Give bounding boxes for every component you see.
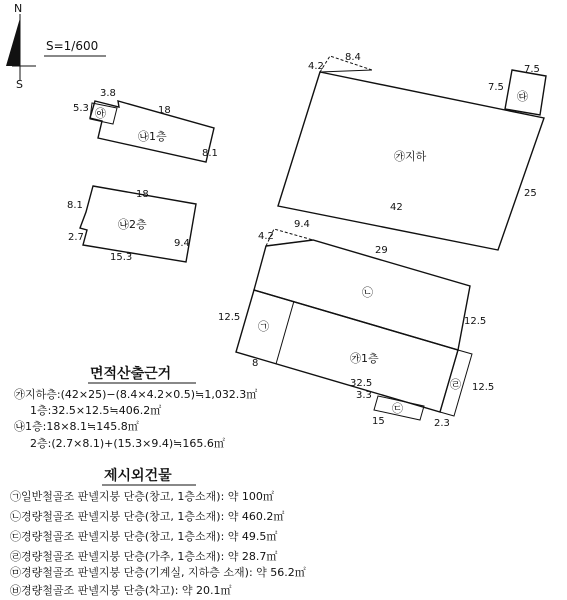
calc-line-2: 1층:32.5×12.5≒406.2㎡ [30, 404, 162, 417]
calc-line-3: ㉯1층:18×8.1≒145.8㎡ [14, 420, 139, 433]
dim-1f-g: 32.5 [350, 378, 373, 389]
dim-ga-d: 25 [524, 188, 537, 199]
building-ga-1f [236, 229, 472, 420]
extra-item-6: ㉥경량철골조 판넬지붕 단층(차고): 약 20.1㎡ [10, 584, 232, 597]
dim-na2-c: 2.7 [68, 232, 84, 243]
label-ma: ㉰ [517, 90, 528, 103]
dim-1f-b: 9.4 [294, 219, 310, 230]
dim-ga-a: 4.2 [308, 61, 324, 72]
label-nieun: ㉡ [362, 286, 373, 299]
dim-1f-f: 8 [252, 358, 259, 369]
dim-ma-b: 7.5 [488, 82, 504, 93]
dim-na1-d: 8.1 [202, 148, 218, 159]
dim-ga-c: 42 [390, 202, 403, 213]
dim-na2-b: 8.1 [67, 200, 83, 211]
label-na-2f: ㉯2층 [118, 218, 147, 231]
label-ga-1f: ㉮1층 [350, 352, 379, 365]
dim-1f-i: 15 [372, 416, 385, 427]
extra-item-4: ㉣경량철골조 판넬지붕 단층(가추, 1층소재): 약 28.7㎡ [10, 550, 278, 563]
dim-1f-e: 12.5 [464, 316, 487, 327]
dim-ma-a: 7.5 [524, 64, 540, 75]
dim-na1-a: 3.8 [100, 88, 116, 99]
extra-item-2: ㉡경량철골조 판넬지붕 단층(창고, 1층소재): 약 460.2㎡ [10, 510, 285, 523]
north-arrow-icon [6, 14, 36, 80]
dim-1f-a: 4.2 [258, 231, 274, 242]
dim-1f-c: 29 [375, 245, 388, 256]
dim-na2-e: 15.3 [110, 252, 133, 263]
label-ga-basement: ㉮지하 [394, 150, 427, 163]
dim-na1-c: 18 [158, 105, 171, 116]
extra-item-3: ㉢경량철골조 판넬지붕 단층(창고, 1층소재): 약 49.5㎡ [10, 530, 278, 543]
calc-line-1: ㉮지하층:(42×25)−(8.4×4.2×0.5)≒1,032.3㎡ [14, 388, 258, 401]
dim-1f-j: 12.5 [472, 382, 495, 393]
extra-item-1: ㉠일반철골조 판넬지붕 단층(창고, 1층소재): 약 100㎡ [10, 490, 274, 503]
dim-na2-a: 18 [136, 189, 149, 200]
dim-na1-b: 5.3 [73, 103, 89, 114]
dim-ga-b: 8.4 [345, 52, 361, 63]
south-label: S [16, 78, 23, 91]
label-digeut: ㉢ [392, 402, 403, 415]
north-label: N [14, 2, 23, 15]
label-giyeok: ㉠ [258, 320, 269, 333]
dim-na2-d: 9.4 [174, 238, 190, 249]
label-na1-small: ㉵ [95, 107, 106, 120]
dim-1f-d: 12.5 [218, 312, 241, 323]
calc-line-4: 2층:(2.7×8.1)+(15.3×9.4)≒165.6㎡ [30, 437, 225, 450]
extra-item-5: ㉤경량철골조 판넬지붕 단층(기계실, 지하층 소재): 약 56.2㎡ [10, 566, 306, 579]
dim-1f-k: 2.3 [434, 418, 450, 429]
dim-1f-h: 3.3 [356, 390, 372, 401]
label-na-1f: ㉯1층 [138, 130, 167, 143]
calc-title: 면적산출근거 [90, 366, 172, 382]
extra-title: 제시외건물 [104, 468, 172, 484]
scale-label: S=1/600 [46, 39, 99, 53]
label-rieul: ㉣ [450, 378, 461, 391]
